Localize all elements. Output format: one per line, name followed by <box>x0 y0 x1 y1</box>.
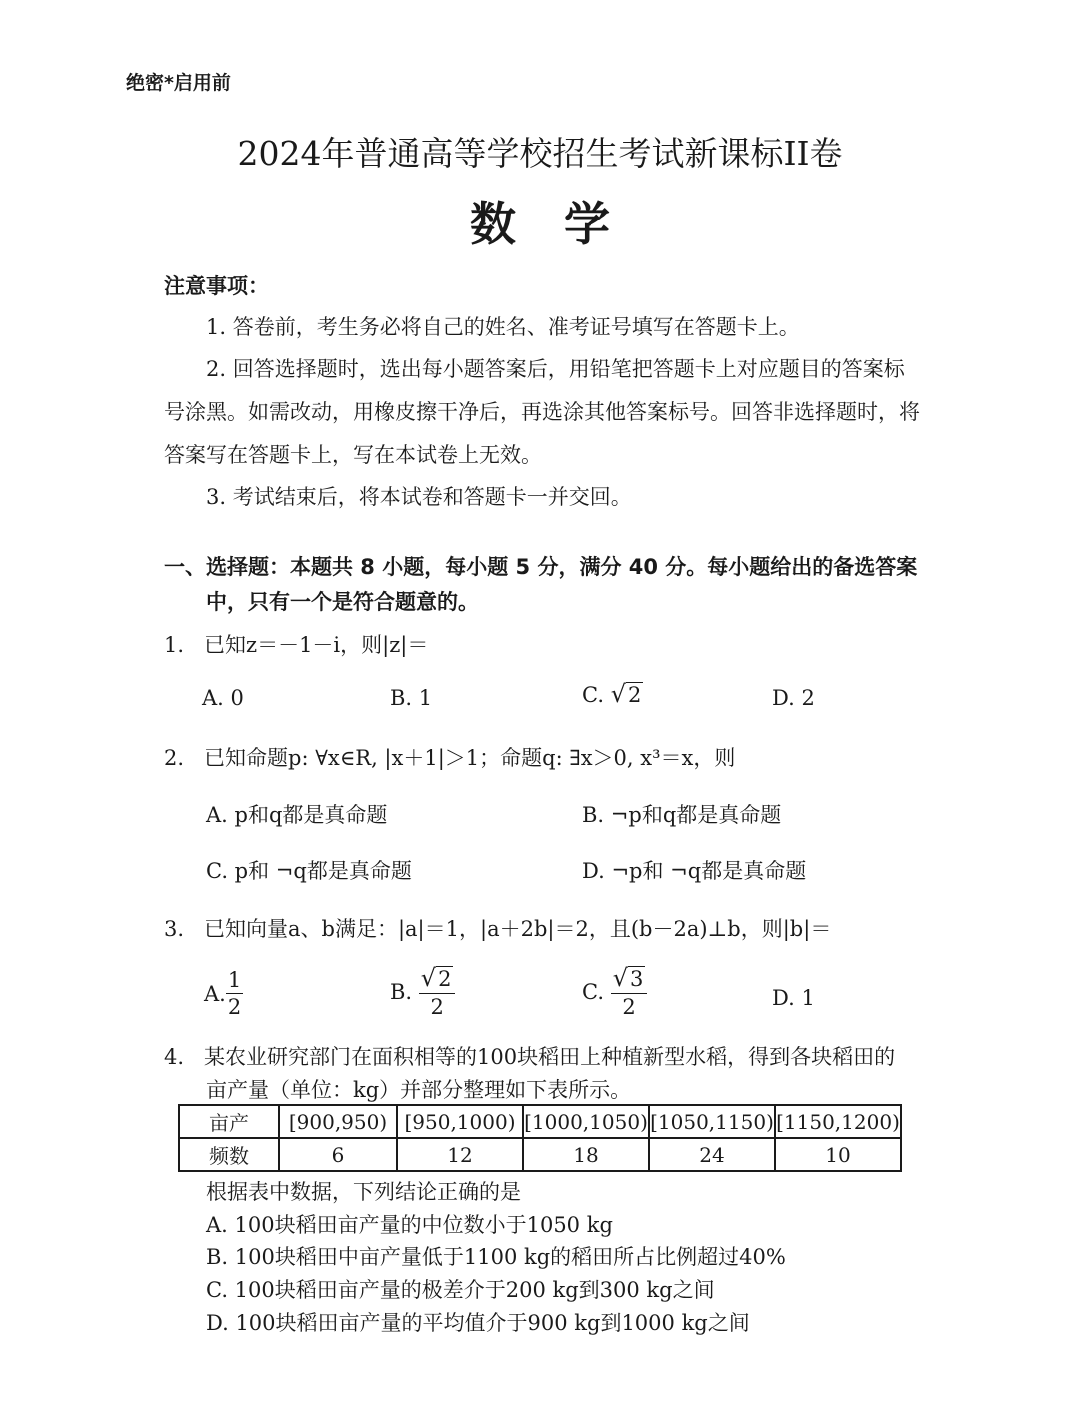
table-row <box>179 1105 901 1138</box>
q3-option-a-label: A. <box>204 982 226 1006</box>
numerator: √ 3 <box>611 966 648 994</box>
table-cell: 6 <box>279 1138 397 1171</box>
table-cell: [900,950) <box>279 1105 397 1138</box>
subject-char-1: 数 <box>470 197 516 251</box>
section-heading-line2: 中，只有一个是符合题意的。 <box>206 590 479 614</box>
fraction <box>226 970 243 1018</box>
table-cell: [1000,1050) <box>523 1105 649 1138</box>
subject-title <box>0 188 1080 254</box>
question-stem-line1: 某农业研究部门在面积相等的100块稻田上种植新型水稻，得到各块稻田的 <box>204 1045 896 1069</box>
denominator: 2 <box>622 995 636 1020</box>
note-item-3: 3. 考试结束后，将本试卷和答题卡一并交回。 <box>206 485 632 509</box>
q3-option-b <box>390 966 455 1018</box>
section-heading-line1: 一、选择题：本题共 8 小题，每小题 5 分，满分 40 分。每小题给出的备选答案 <box>164 555 918 579</box>
q2-option-d: D. ¬p和 ¬q都是真命题 <box>582 859 807 883</box>
question-stem: 已知向量a、b满足：|a|＝1，|a＋2b|＝2，且(b－2a)⊥b，则|b|＝ <box>204 917 832 941</box>
question-number: 3. <box>164 917 185 941</box>
radicand: 2 <box>627 683 642 707</box>
yield-table <box>178 1104 902 1172</box>
q4-option-a: A. 100块稻田亩产量的中位数小于1050 kg <box>206 1213 613 1237</box>
q1-option-a: A. 0 <box>202 686 244 710</box>
radicand: 3 <box>629 967 644 991</box>
q2-option-a: A. p和q都是真命题 <box>206 803 388 827</box>
table-cell: [1050,1150) <box>649 1105 775 1138</box>
q3-option-d: D. 1 <box>772 986 815 1010</box>
fraction <box>419 966 456 1018</box>
question-number: 1. <box>164 633 185 657</box>
numerator: 1 <box>227 968 242 992</box>
section-heading <box>164 550 924 620</box>
fraction <box>611 966 648 1018</box>
question-stem: 已知z＝－1－i，则|z|＝ <box>204 633 429 657</box>
numerator: √ 2 <box>419 966 456 994</box>
table-cell: 频数 <box>179 1138 279 1171</box>
q4-option-c: C. 100块稻田亩产量的极差介于200 kg到300 kg之间 <box>206 1278 715 1302</box>
subject-char-2: 学 <box>564 197 610 251</box>
table-row <box>179 1138 901 1171</box>
question-1 <box>164 629 428 659</box>
note-item-1: 1. 答卷前，考生务必将自己的姓名、准考证号填写在答题卡上。 <box>206 315 800 339</box>
question-stem: 已知命题p: ∀x∈R, |x＋1|＞1；命题q: ∃x＞0, x³＝x，则 <box>204 746 736 770</box>
q2-option-c: C. p和 ¬q都是真命题 <box>206 859 412 883</box>
exam-title: 2024年普通高等学校招生考试新课标II卷 <box>237 134 843 173</box>
note-item-2: 2. 回答选择题时，选出每小题答案后，用铅笔把答题卡上对应题目的答案标号涂黑。如需改动，用橡皮擦干净后，再选涂其他答案标号。回答非选择题时，将答案写在答题卡上，写在本试卷上无效。 <box>164 357 920 467</box>
notes-heading: 注意事项： <box>164 274 269 298</box>
table-cell: 亩产 <box>179 1105 279 1138</box>
q3-option-b-label: B. <box>390 980 413 1005</box>
sqrt-symbol: √ 2 <box>610 680 642 708</box>
denominator: 2 <box>227 995 242 1019</box>
table-cell: [1150,1200) <box>775 1105 901 1138</box>
q1-option-d: D. 2 <box>772 686 815 710</box>
radicand: 2 <box>438 967 452 991</box>
table-cell: 18 <box>523 1138 649 1171</box>
question-3 <box>164 913 831 943</box>
table-cell: 12 <box>397 1138 523 1171</box>
question-4 <box>164 1041 895 1071</box>
confidential-label: 绝密*启用前 <box>126 72 231 94</box>
q3-option-c <box>582 966 647 1018</box>
table-cell: 24 <box>649 1138 775 1171</box>
q4-option-d: D. 100块稻田亩产量的平均值介于900 kg到1000 kg之间 <box>206 1311 750 1335</box>
table-cell: 10 <box>775 1138 901 1171</box>
q3-option-c-label: C. <box>582 980 604 1005</box>
q4-option-b: B. 100块稻田中亩产量低于1100 kg的稻田所占比例超过40% <box>206 1245 786 1269</box>
question-stem-line2: 亩产量（单位：kg）并部分整理如下表所示。 <box>206 1078 632 1102</box>
question-number: 2. <box>164 746 185 770</box>
q2-option-b: B. ¬p和q都是真命题 <box>582 803 782 827</box>
q1-option-c-label: C. <box>582 683 604 707</box>
q3-option-a <box>204 970 243 1018</box>
question-number: 4. <box>164 1045 185 1069</box>
q4-lead: 根据表中数据，下列结论正确的是 <box>206 1180 521 1204</box>
q1-option-c <box>582 682 643 707</box>
denominator: 2 <box>430 995 444 1020</box>
table-cell: [950,1000) <box>397 1105 523 1138</box>
q1-option-b: B. 1 <box>390 686 433 710</box>
question-2 <box>164 742 735 772</box>
